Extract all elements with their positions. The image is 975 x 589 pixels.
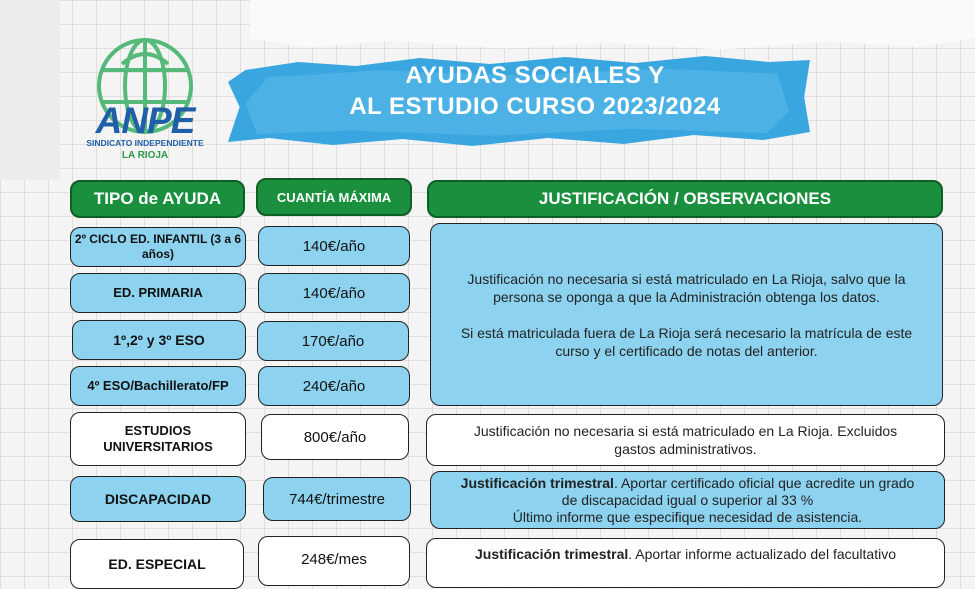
justification-disability-text2: Último informe que especifique necesidad de asistencia.	[512, 508, 863, 525]
justification-school	[430, 223, 943, 406]
column-header-type: TIPO de AYUDA	[70, 180, 245, 218]
amount-discapacidad: 744€/trimestre	[263, 477, 411, 521]
column-header-amount: CUANTÍA MÁXIMA	[256, 178, 412, 216]
aid-type-universitarios: ESTUDIOS UNIVERSITARIOS	[70, 412, 246, 466]
amount-infantil: 140€/año	[258, 226, 410, 266]
justification-special	[426, 538, 945, 588]
aid-type-discapacidad: DISCAPACIDAD	[70, 476, 246, 522]
amount-eso: 170€/año	[257, 321, 409, 361]
aid-type-bachillerato: 4º ESO/Bachillerato/FP	[70, 366, 246, 406]
amount-universitarios: 800€/año	[261, 414, 409, 460]
justification-special-bold: Justificación trimestral	[475, 546, 629, 562]
amount-ed-especial: 248€/mes	[258, 536, 410, 586]
justification-special-text: . Aportar informe actualizado del facultativo	[628, 546, 896, 562]
column-header-justification: JUSTIFICACIÓN / OBSERVACIONES	[427, 180, 943, 218]
amount-primaria: 140€/año	[258, 273, 410, 313]
justification-disability	[430, 471, 945, 529]
logo-anpe-text: ANPE	[95, 100, 195, 141]
justification-school-p2: Si está matriculada fuera de La Rioja será necesario la matrícula de este curso y el certificado de notas del anterior.	[460, 324, 913, 359]
justification-disability-bold: Justificación trimestral	[460, 474, 614, 491]
justification-school-p1: Justificación no necesaria si está matriculado en La Rioja, salvo que la persona se oponga a que la Administración obtenga los datos.	[467, 270, 906, 305]
title-line-2: AL ESTUDIO CURSO 2023/2024	[349, 93, 721, 120]
torn-paper-top	[250, 0, 975, 55]
logo-subtitle: SINDICATO INDEPENDIENTE	[86, 138, 204, 148]
justification-university: Justificación no necesaria si está matriculado en La Rioja. Excluidos gastos administrativos.	[426, 414, 945, 466]
aid-type-eso: 1º,2º y 3º ESO	[72, 320, 246, 360]
aid-type-ed-especial: ED. ESPECIAL	[70, 539, 244, 589]
logo-region: LA RIOJA	[121, 150, 169, 161]
justification-disability-text: . Aportar certificado oficial que acredite un grado de discapacidad igual o superior al 33 %	[561, 474, 915, 508]
paper-background-left	[0, 0, 60, 180]
amount-bachillerato: 240€/año	[258, 366, 410, 406]
title-line-1: AYUDAS SOCIALES Y	[405, 62, 665, 89]
aid-type-infantil: 2º CICLO ED. INFANTIL (3 a 6 años)	[70, 227, 246, 267]
page-title	[300, 60, 770, 130]
aid-type-primaria: ED. PRIMARIA	[70, 273, 246, 313]
